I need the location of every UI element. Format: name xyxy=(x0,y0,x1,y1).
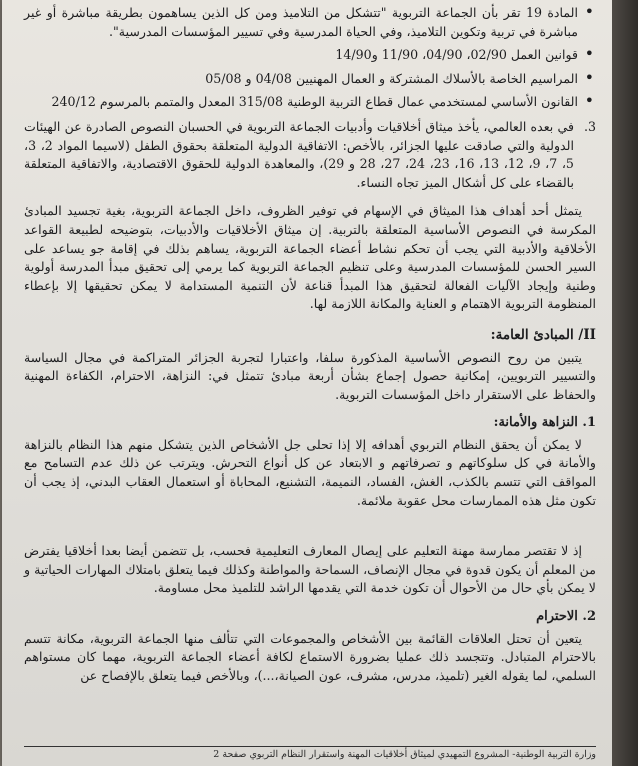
page-footer: وزارة التربية الوطنية- المشروع التمهيدي لميثاق أخلاقيات المهنة واستقرار النظام التربوي صفحة 2 xyxy=(24,746,596,760)
section-heading-general-principles: II/ المبادئ العامة: xyxy=(490,326,596,343)
item-number: 3. xyxy=(583,118,596,134)
respect-paragraph: يتعين أن تحتل العلاقات القائمة بين الأشخاص والمجموعات التي تتألف منها الجماعة التربوية، مكانة تتسم بالاحترام المتبادل. وتتجسد ذلك عمليا بضرورة الاستماع لكافة أعضاء الجماعة التربوية، مهما كان مستواهم السلمي، لما يقوله الغير (تلميذ، مدرس، مشرف، عون الصيانة،...)، وبالأخص فيما يتعلق بالإفصاح عن xyxy=(24,630,596,683)
document-page xyxy=(2,0,612,766)
subheading-respect: 2. الاحترام xyxy=(536,609,596,625)
numbered-item-3 xyxy=(24,118,596,192)
background-edge xyxy=(612,0,638,766)
list-item: • المادة 19 تقر بأن الجماعة التربوية "تتشكل من التلاميذ ومن كل الذين يساهمون بطريقة مباشرة أو غير مباشرة في تربية وتكوين التلاميذ، وفي الحياة المدرسية وفي تسيير المؤسسات المدرسية". xyxy=(24,4,578,41)
spacer xyxy=(24,510,596,532)
legal-texts-list xyxy=(24,4,596,112)
subheading-integrity: 1. النزاهة والأمانة: xyxy=(493,415,596,431)
list-item: • المراسيم الخاصة بالأسلاك المشتركة و العمال المهنيين 04/08 و 05/08 xyxy=(24,70,578,89)
document-body xyxy=(24,4,596,685)
teaching-ethics-paragraph: إذ لا تقتصر ممارسة مهنة التعليم على إيصال المعارف التعليمية فحسب، بل تتضمن أيضا بعدا أخلاقيا يفترض من المعلم أن يكون قدوة في مجال الإنصاف، السماحة والمواطنة وكذلك فيما يتعلق بامتلاك المهارات الحياتية و لا يمكن بأي حال من الأحوال أن تكون خدمة التي يقدمها الراشد للتلميذ محل مساومة. xyxy=(24,543,596,596)
list-item: • القانون الأساسي لمستخدمي عمال قطاع التربية الوطنية 315/08 المعدل والمتمم بالمرسوم 240/12 xyxy=(24,93,578,112)
item-text: في بعده العالمي، يأخذ ميثاق أخلاقيات وأدبيات الجماعة التربوية في الحسبان النصوص الصادرة عن الهيئات الدولية والتي صادقت عليها الجزائر، بالأخص: الاتفاقية الدولية المتعلقة بحقوق الطفل (لاسيما المواد 2، 3، 5، 7، 9، 12، 13، 16، 23، 24، 27، 28 و 29)، والمعاهدة الدولية للحقوق الاقتصادية، والاتفاقية المتعلقة بالقضاء على كل أشكال الميز تجاه النساء. xyxy=(24,118,574,190)
list-item: • قوانين العمل 02/90، 04/90، 11/90 و14/90 xyxy=(24,46,578,65)
goals-paragraph: يتمثل أحد أهداف هذا الميثاق في الإسهام في توفير الظروف، داخل الجماعة التربوية، بغية تجسيد المبادئ المكرسة في النصوص الأساسية المتعلقة بالتربية. إن ميثاق الأخلاقيات والأدبيات، بتوضيحه لطبيعة القواعد الأخلاقية والأدبية التي يجب أن تحكم نشاط أعضاء الجماعة التربوية، يساهم بذلك في إقامة جو يساعد على السير الحسن للمؤسسات المدرسية وعلى تنظيم الجماعة التربوية كما يرمي إلى تحقيق مبدأ المدرسة أولوية وطنية وإيجاد الآليات الفعالة لتحقيق هذا المبدأ قناعة لأن التنمية المستدامة لا يمكن تحقيقها إلا بإعطاء المنظومة التربوية الاهتمام و العناية والمكانة اللازمة لها. xyxy=(24,203,596,312)
section-intro-paragraph: يتبين من روح النصوص الأساسية المذكورة سلفا، واعتبارا لتجربة الجزائر المتراكمة في مجال السياسة والتسيير التربويين، إمكانية حصول إجماع بشأن أربعة مبادئ تتمثل في: النزاهة، الاحترام، الكفاءة المهنية والحفاظ على الاستقرار داخل المؤسسات التربوية. xyxy=(24,349,596,402)
integrity-paragraph: لا يمكن أن يحقق النظام التربوي أهدافه إلا إذا تحلى جل الأشخاص الذين يتشكل منهم هذا النظام بالنزاهة والأمانة في كل سلوكاتهم و تصرفاتهم و الابتعاد عن كل أنواع التحرش. ويترتب عن ذلك عدم التسامح مع المواقف التي تتسم بالكذب، الغش، الفساد، النميمة، التشنيع، المحاباة أو استعمال العقاب البدني، إذ يجب أن تكون مثل هذه الممارسات محل عقوبة ملائمة. xyxy=(24,436,596,508)
